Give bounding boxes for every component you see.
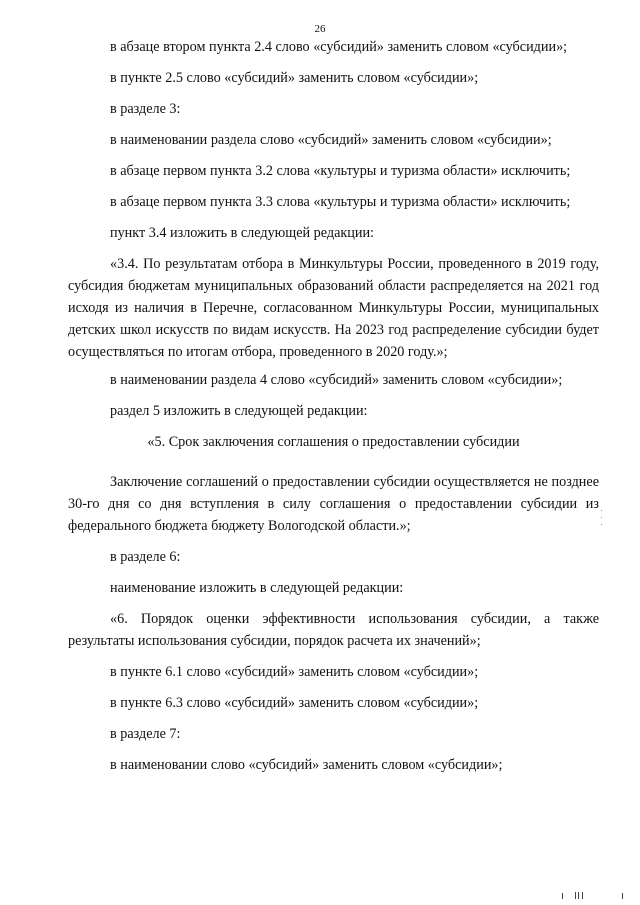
paragraph: в разделе 3: (110, 101, 181, 117)
paragraph: в пункте 2.5 слово «субсидий» заменить словом «субсидии»; (110, 70, 479, 86)
document-body (68, 36, 599, 785)
paragraph: в наименовании слово «субсидий» заменить словом «субсидии»; (110, 757, 503, 773)
paragraph: наименование изложить в следующей редакции: (110, 580, 404, 596)
paragraph: в разделе 7: (110, 726, 181, 742)
paragraph: в наименовании раздела слово «субсидий» заменить словом «субсидии»; (110, 132, 552, 148)
paragraph: в абзаце первом пункта 3.2 слова «культуры и туризма области» исключить; (110, 163, 571, 179)
edge-tick-bars (562, 889, 632, 899)
paragraph: в абзаце первом пункта 3.3 слова «культуры и туризма области» исключить; (110, 194, 571, 210)
quoted-paragraph: «3.4. По результатам отбора в Минкультуры России, проведенного в 2019 году, субсидия бюджетам муниципальных образований области распределяется на 2021 год исходя из наличия в Перечне, согласованном Минкультуры России, муниципальных детских школ искусств по видам искусств. На 2023 год распределение субсидии будет осуществляться по итогам отбора, проведенного в 2020 году.»; (68, 256, 599, 360)
paragraph: в абзаце втором пункта 2.4 слово «субсидий» заменить словом «субсидии»; (110, 39, 568, 55)
paragraph: раздел 5 изложить в следующей редакции: (110, 403, 368, 419)
paragraph: пункт 3.4 изложить в следующей редакции: (110, 225, 374, 241)
paragraph: в разделе 6: (110, 549, 181, 565)
section-heading: «5. Срок заключения соглашения о предоставлении субсидии (147, 434, 520, 450)
paragraph: в пункте 6.3 слово «субсидий» заменить словом «субсидии»; (110, 695, 479, 711)
quoted-paragraph: «6. Порядок оценки эффективности использования субсидии, а также результаты использования субсидии, порядок расчета их значений»; (68, 611, 599, 649)
scan-mark (601, 510, 603, 526)
page-number: 26 (314, 23, 326, 35)
paragraph: в пункте 6.1 слово «субсидий» заменить словом «субсидии»; (110, 664, 479, 680)
quoted-paragraph: Заключение соглашений о предоставлении субсидии осуществляется не позднее 30-го дня со дня вступления в силу соглашения о предоставлении субсидии из федерального бюджета бюджету Вологодской области.»; (68, 474, 599, 534)
paragraph: в наименовании раздела 4 слово «субсидий» заменить словом «субсидии»; (110, 372, 563, 388)
